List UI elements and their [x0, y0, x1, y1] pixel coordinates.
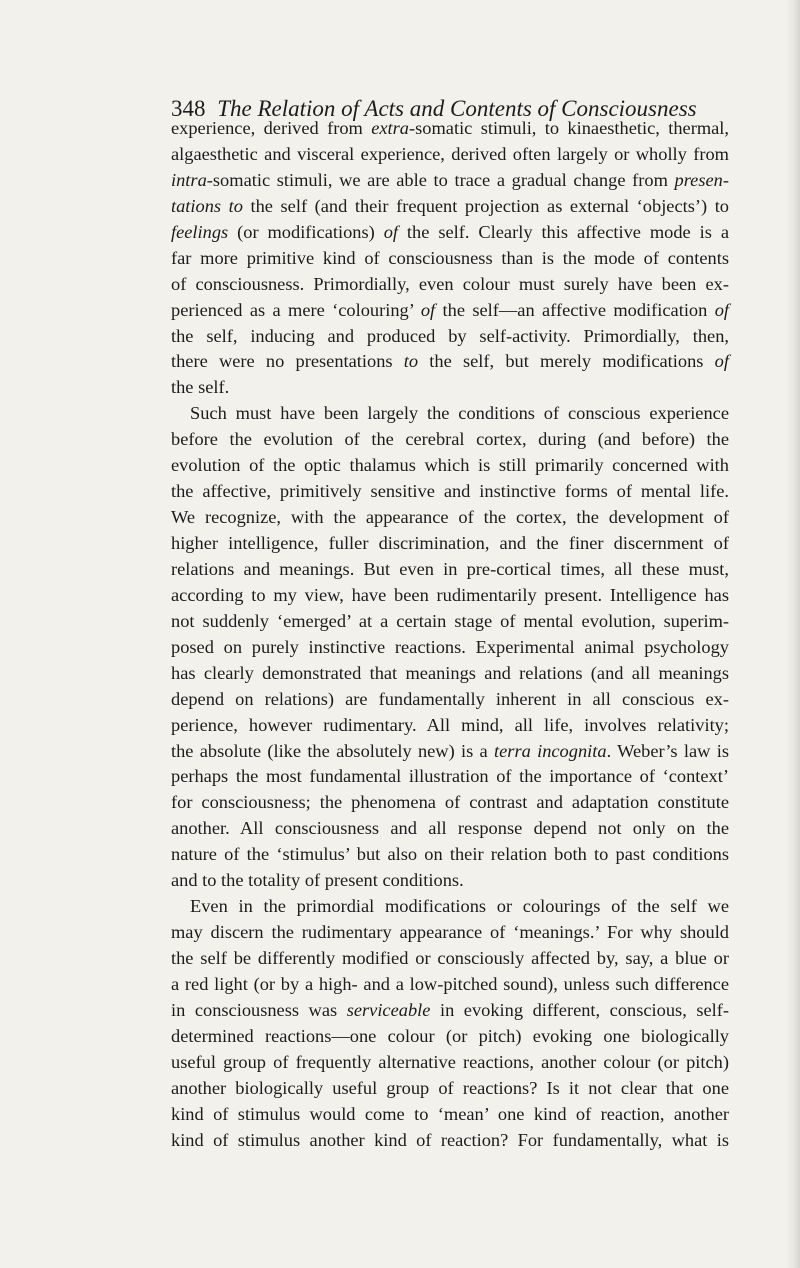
text-line: [171, 687, 729, 713]
italic-text: intra: [171, 169, 207, 190]
page-edge-shadow: [786, 0, 800, 1268]
text-segment: experience, derived from: [171, 118, 372, 138]
text-segment: may discern the rudimentary appearance of ‘meanings.’ For why should: [171, 922, 729, 943]
text-segment: far more primitive kind of consciousness than is the mode of contents: [171, 247, 729, 268]
text-line: [171, 479, 729, 505]
text-line: [171, 220, 729, 246]
italic-text: feelings: [171, 221, 229, 242]
text-line: [171, 583, 729, 609]
text-line: [171, 116, 729, 142]
body-text: [171, 116, 729, 1154]
text-segment: (or modifications): [228, 221, 384, 242]
text-line: [171, 194, 729, 220]
text-line: [171, 816, 729, 842]
italic-text: tations to: [171, 195, 243, 216]
text-line: [171, 739, 729, 765]
text-segment: the self. Clearly this affective mode is a: [398, 221, 729, 242]
italic-text: of: [383, 221, 398, 242]
text-line: [171, 375, 729, 401]
text-segment: algaesthetic and visceral experience, derived often largely or wholly from: [171, 143, 729, 164]
text-line: [171, 1076, 729, 1102]
italic-text: of: [420, 299, 436, 320]
text-segment: posed on purely instinctive reactions. Experimental animal psychology: [171, 636, 729, 657]
text-segment: evolution of the optic thalamus which is still primarily concerned with: [171, 455, 729, 476]
text-segment: We recognize, with the appearance of the cortex, the development of: [171, 507, 729, 528]
text-segment: -somatic stimuli, to kinaesthetic, thermal,: [409, 118, 729, 138]
text-segment: there were no presentations: [171, 351, 404, 372]
text-line: [171, 246, 729, 272]
text-segment: according to my view, have been rudimentarily present. Intelligence has: [171, 584, 729, 605]
text-line: [171, 609, 729, 635]
text-line: [171, 453, 729, 479]
text-line: [171, 505, 729, 531]
text-segment: the self.: [171, 377, 230, 398]
text-segment: higher intelligence, fuller discrimination, and the finer discernment of: [171, 533, 729, 553]
text-line: [171, 894, 729, 920]
text-segment: the affective, primitively sensitive and instinctive forms of mental life.: [171, 481, 729, 502]
text-segment: useful group of frequently alternative reactions, another colour (or pitch): [171, 1051, 729, 1072]
text-segment: a red light (or by a high- and a low-pitched sound), unless such difference: [171, 973, 729, 994]
text-line: [171, 168, 729, 194]
italic-text: of: [714, 299, 729, 320]
text-segment: determined reactions—one colour (or pitch) evoking one biologically: [171, 1025, 729, 1046]
text-line: [171, 298, 729, 324]
italic-text: of: [714, 351, 729, 372]
text-line: [171, 842, 729, 868]
text-line: [171, 868, 729, 894]
text-line: [171, 713, 729, 739]
text-line: [171, 1050, 729, 1076]
italic-text: presen-: [674, 169, 729, 190]
text-line: [171, 557, 729, 583]
text-segment: perhaps the most fundamental illustration of the importance of ‘context’: [171, 766, 729, 787]
text-segment: and to the totality of present conditions.: [171, 870, 464, 891]
text-line: [171, 764, 729, 790]
text-line: [171, 972, 729, 998]
text-segment: . Weber’s law is: [606, 740, 729, 761]
italic-text: serviceable: [346, 999, 431, 1020]
text-line: [171, 661, 729, 687]
italic-text: terra incognita: [494, 740, 607, 761]
text-segment: in consciousness was: [171, 999, 347, 1020]
text-segment: has clearly demonstrated that meanings and relations (and all meanings: [171, 662, 729, 683]
text-line: [171, 531, 729, 557]
text-line: [171, 1024, 729, 1050]
text-segment: the self, inducing and produced by self-activity. Primordially, then,: [171, 325, 729, 346]
text-line: [171, 324, 729, 350]
text-segment: in evoking different, conscious, self-: [430, 999, 729, 1020]
text-line: [171, 635, 729, 661]
text-segment: perience, however rudimentary. All mind, all life, involves relativity;: [171, 714, 729, 735]
text-segment: the self (and their frequent projection as external ‘objects’) to: [242, 195, 729, 216]
running-title: The Relation of Acts and Contents of Consciousness: [217, 96, 697, 121]
text-line: [171, 1102, 729, 1128]
text-segment: -somatic stimuli, we are able to trace a gradual change from: [206, 169, 675, 190]
text-segment: kind of stimulus would come to ‘mean’ one kind of reaction, another: [171, 1103, 729, 1124]
text-segment: perienced as a mere ‘colouring’: [171, 299, 421, 320]
text-segment: before the evolution of the cerebral cortex, during (and before) the: [171, 429, 729, 450]
text-line: [171, 1128, 729, 1154]
page-number: 348: [171, 96, 206, 121]
text-line: [171, 920, 729, 946]
text-segment: the absolute (like the absolutely new) is a: [171, 740, 495, 761]
text-segment: not suddenly ‘emerged’ at a certain stage of mental evolution, superim-: [171, 610, 729, 631]
text-segment: the self be differently modified or consciously affected by, say, a blue or: [171, 948, 729, 968]
text-segment: nature of the ‘stimulus’ but also on their relation both to past conditions: [171, 844, 729, 865]
text-segment: kind of stimulus another kind of reaction? For fundamentally, what is: [171, 1129, 729, 1150]
text-line: [171, 946, 729, 972]
text-line: [171, 998, 729, 1024]
text-line: [171, 142, 729, 168]
text-segment: Such must have been largely the conditions of conscious experience: [190, 403, 729, 424]
text-segment: another. All consciousness and all response depend not only on the: [171, 818, 729, 839]
text-line: [171, 401, 729, 427]
text-line: [171, 427, 729, 453]
text-segment: relations and meanings. But even in pre-cortical times, all these must,: [171, 558, 729, 579]
text-line: [171, 272, 729, 298]
text-segment: another biologically useful group of reactions? Is it not clear that one: [171, 1077, 729, 1098]
text-segment: the self, but merely modifications: [418, 351, 715, 372]
text-segment: depend on relations) are fundamentally inherent in all conscious ex-: [171, 688, 729, 709]
text-segment: the self—an affective modification: [435, 299, 715, 320]
text-line: [171, 790, 729, 816]
italic-text: to: [403, 351, 419, 372]
text-segment: of consciousness. Primordially, even colour must surely have been ex-: [171, 273, 729, 294]
italic-text: extra: [371, 118, 410, 138]
text-segment: for consciousness; the phenomena of contrast and adaptation constitute: [171, 792, 729, 813]
text-segment: Even in the primordial modifications or colourings of the self we: [190, 896, 729, 917]
text-line: [171, 349, 729, 375]
